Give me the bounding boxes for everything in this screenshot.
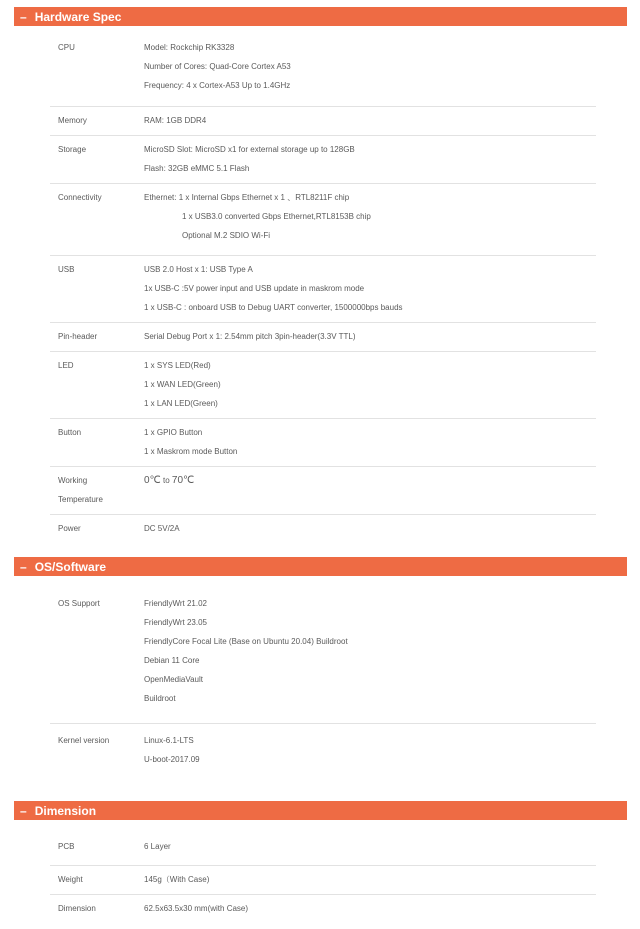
spec-value: Debian 11 Core <box>144 656 200 665</box>
spec-value: 1x USB-C :5V power input and USB update in maskrom mode <box>144 284 365 293</box>
section-header-os-software[interactable] <box>14 557 627 576</box>
spec-label: USB <box>58 265 75 274</box>
spec-value: Frequency: 4 x Cortex-A53 Up to 1.4GHz <box>144 81 291 90</box>
spec-row-button <box>50 419 596 467</box>
spec-value: RAM: 1GB DDR4 <box>144 116 207 125</box>
temperature-min: 0℃ <box>144 475 161 486</box>
spec-value: MicroSD Slot: MicroSD x1 for external storage up to 128GB <box>144 145 355 154</box>
section-title: Hardware Spec <box>34 9 122 24</box>
spec-row-os-support <box>50 594 596 724</box>
spec-value: Linux-6.1-LTS <box>144 736 194 745</box>
temperature-separator: to <box>160 476 172 485</box>
spec-value: FriendlyCore Focal Lite (Base on Ubuntu 20.04) Buildroot <box>144 637 348 646</box>
spec-value: Serial Debug Port x 1: 2.54mm pitch 3pin-header(3.3V TTL) <box>144 332 356 341</box>
spec-value: 145g（With Case) <box>144 875 210 884</box>
spec-label: CPU <box>58 43 75 52</box>
spec-value: 1 x WAN LED(Green) <box>144 380 221 389</box>
spec-value: 1 x Maskrom mode Button <box>144 447 238 456</box>
spec-value: Buildroot <box>144 694 176 703</box>
spec-label: PCB <box>58 842 75 851</box>
spec-label: Kernel version <box>58 736 110 745</box>
spec-value: 6 Layer <box>144 842 171 851</box>
spec-label: Dimension <box>58 904 96 913</box>
spec-value: 1 x GPIO Button <box>144 428 203 437</box>
spec-value: USB 2.0 Host x 1: USB Type A <box>144 265 253 274</box>
spec-value: 1 x USB-C : onboard USB to Debug UART converter, 1500000bps bauds <box>144 303 403 312</box>
hardware-spec-table <box>50 38 596 544</box>
spec-label: LED <box>58 361 74 370</box>
spec-row-usb <box>50 256 596 323</box>
collapse-icon[interactable]: – <box>20 803 27 818</box>
spec-row-kernel-version <box>50 724 596 780</box>
spec-label: OS Support <box>58 599 100 608</box>
spec-value: Optional M.2 SDIO Wi-Fi <box>182 231 271 240</box>
spec-row-pin-header <box>50 323 596 352</box>
collapse-icon[interactable]: – <box>20 559 27 574</box>
temperature-max: 70℃ <box>171 475 195 486</box>
section-title: Dimension <box>34 803 97 818</box>
spec-label: Power <box>58 524 81 533</box>
spec-value: 62.5x63.5x30 mm(with Case) <box>144 904 249 913</box>
spec-label: Temperature <box>58 495 103 504</box>
spec-value: Flash: 32GB eMMC 5.1 Flash <box>144 164 250 173</box>
spec-label: Working <box>58 476 88 485</box>
spec-row-storage <box>50 136 596 184</box>
spec-value: 1 x LAN LED(Green) <box>144 399 218 408</box>
spec-row-pcb <box>50 837 596 866</box>
spec-value: 1 x USB3.0 converted Gbps Ethernet,RTL8153B chip <box>182 212 371 221</box>
spec-row-dimension <box>50 895 596 924</box>
spec-value: FriendlyWrt 23.05 <box>144 618 207 627</box>
spec-value: FriendlyWrt 21.02 <box>144 599 207 608</box>
spec-row-led <box>50 352 596 419</box>
os-software-table <box>50 594 596 780</box>
spec-label: Button <box>58 428 82 437</box>
spec-row-power <box>50 515 596 544</box>
spec-value: Number of Cores: Quad-Core Cortex A53 <box>144 62 291 71</box>
spec-value <box>144 471 596 490</box>
spec-row-memory <box>50 107 596 136</box>
spec-row-cpu <box>50 38 596 107</box>
spec-value: Ethernet: 1 x Internal Gbps Ethernet x 1 、RTL8211F chip <box>144 193 350 202</box>
section-header-hardware-spec[interactable] <box>14 7 627 26</box>
spec-label: Pin-header <box>58 332 98 341</box>
spec-label: Storage <box>58 145 87 154</box>
spec-label: Connectivity <box>58 193 102 202</box>
spec-row-connectivity <box>50 184 596 256</box>
section-title: OS/Software <box>34 559 107 574</box>
spec-label: Memory <box>58 116 87 125</box>
spec-label: Weight <box>58 875 83 884</box>
spec-value: U-boot-2017.09 <box>144 755 200 764</box>
spec-value: 1 x SYS LED(Red) <box>144 361 211 370</box>
spec-value: OpenMediaVault <box>144 675 203 684</box>
collapse-icon[interactable]: – <box>20 9 27 24</box>
section-header-dimension[interactable] <box>14 801 627 820</box>
dimension-table <box>50 837 596 924</box>
spec-row-working-temperature <box>50 467 596 515</box>
spec-value: Model: Rockchip RK3328 <box>144 43 235 52</box>
spec-value: DC 5V/2A <box>144 524 180 533</box>
spec-row-weight <box>50 866 596 895</box>
